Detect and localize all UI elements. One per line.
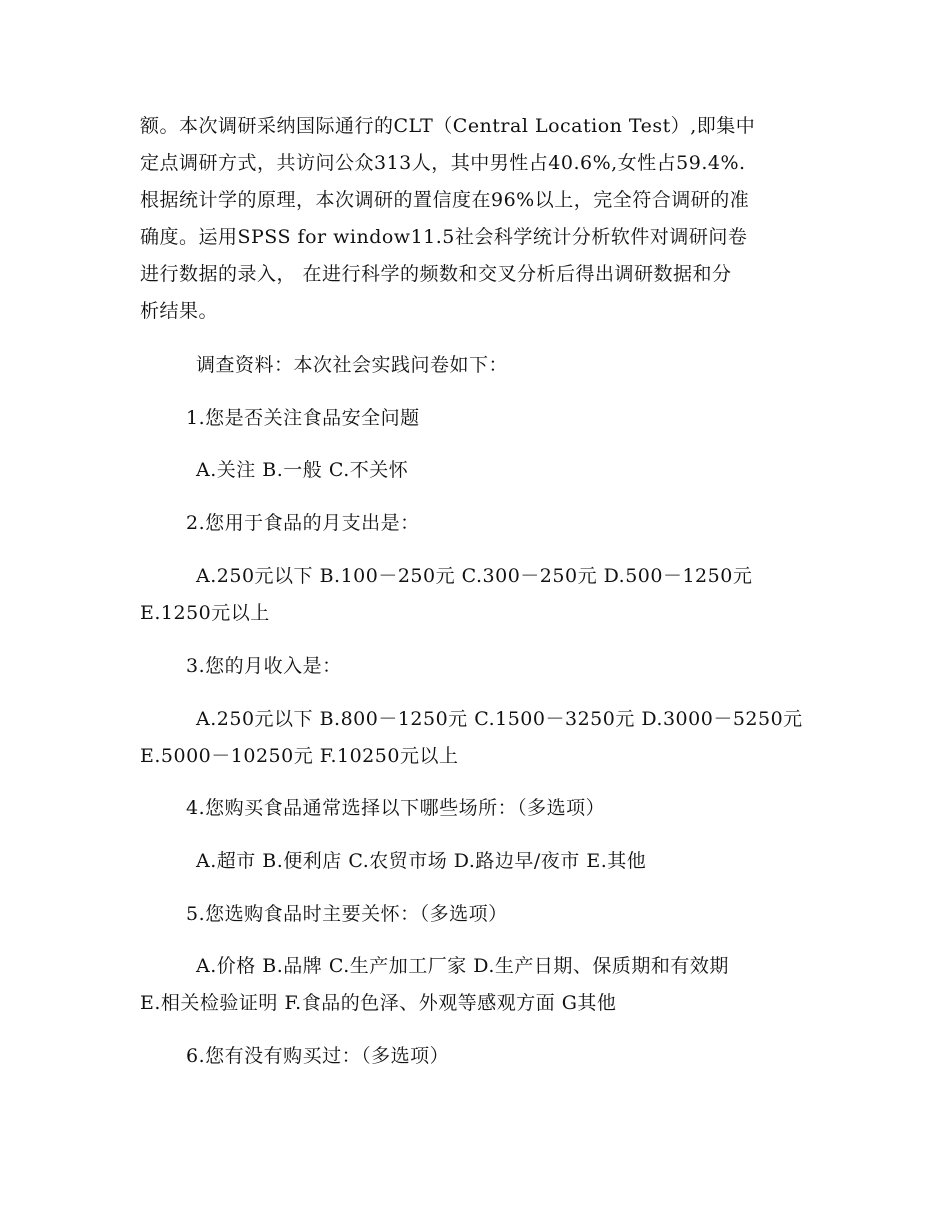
question-4-options: A.超市 B.便利店 C.农贸市场 D.路边早/夜市 E.其他: [196, 850, 647, 872]
intro-line-4: 确度。运用SPSS for window11.5社会科学统计分析软件对调研问卷: [140, 226, 748, 248]
question-5: 5.您选购食品时主要关怀：（多选项）: [186, 903, 508, 925]
question-3: 3.您的月收入是：: [186, 655, 342, 677]
intro-line-6: 析结果。: [140, 300, 219, 322]
intro-line-3: 根据统计学的原理，本次调研的置信度在96%以上，完全符合调研的准: [140, 189, 750, 211]
question-2: 2.您用于食品的月支出是：: [186, 512, 420, 534]
question-1: 1.您是否关注食品安全问题: [186, 407, 420, 429]
question-3-options-line-2: E.5000－10250元 F.10250元以上: [140, 745, 459, 767]
survey-heading: 调查资料：本次社会实践问卷如下：: [196, 354, 509, 376]
question-2-options-line-2: E.1250元以上: [140, 602, 270, 624]
intro-line-1: 额。本次调研采纳国际通行的CLT（Central Location Test）,即集中: [140, 115, 756, 137]
question-4: 4.您购买食品通常选择以下哪些场所：（多选项）: [186, 797, 606, 819]
intro-line-2: 定点调研方式，共访问公众313人，其中男性占40.6%,女性占59.4%.: [140, 152, 746, 174]
question-3-options-line-1: A.250元以下 B.800－1250元 C.1500－3250元 D.3000－5250元: [196, 708, 803, 730]
question-5-options-line-1: A.价格 B.品牌 C.生产加工厂家 D.生产日期、保质期和有效期: [196, 955, 729, 977]
question-1-options: A.关注 B.一般 C.不关怀: [196, 459, 409, 481]
intro-line-5: 进行数据的录入， 在进行科学的频数和交叉分析后得出调研数据和分: [140, 263, 732, 285]
question-5-options-line-2: E.相关检验证明 F.食品的色泽、外观等感观方面 G其他: [140, 992, 617, 1014]
question-2-options-line-1: A.250元以下 B.100－250元 C.300－250元 D.500－1250元: [196, 565, 753, 587]
question-6: 6.您有没有购买过：（多选项）: [186, 1045, 450, 1067]
